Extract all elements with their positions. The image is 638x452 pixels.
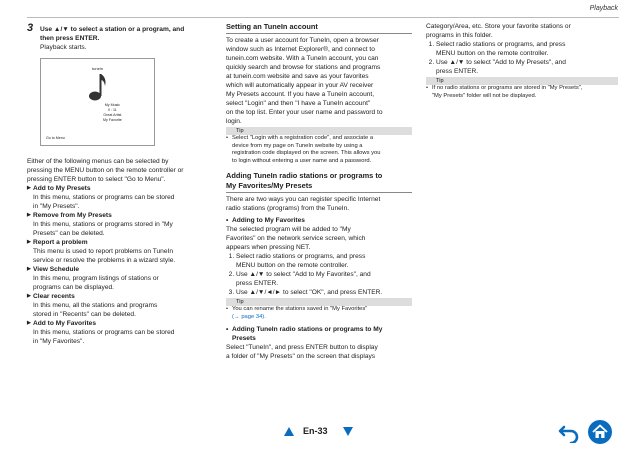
menu-intro: Either of the following menus can be selected by pressing the MENU button on the remote controller or pressing ENTER button to select "Go to Menu". — [27, 158, 184, 183]
subheading-favorites: • Adding to My Favorites — [226, 217, 305, 225]
section-label: Playback — [589, 5, 618, 12]
ways-paragraph: There are two ways you can register specific Internet radio stations (programs) from the TuneIn. — [226, 196, 381, 213]
column-3 — [426, 22, 618, 100]
menu-item-report-problem: ▶ Report a problem This menu is used to report problems on TuneIn service or resolve the problems in a wizard style. — [27, 239, 176, 264]
screen-metadata: My Music 0 : 11 Great Artist My Favorite — [103, 103, 122, 122]
subheading-presets: • Adding TuneIn radio stations or programs to My Presets — [226, 325, 383, 342]
account-paragraph: To create a user account for TuneIn, open a browser window such as Internet Explorer®, and connect to tunein.com website. With a TuneIn account, you can quickly search and browse for stations and programs at tunein.com website and save as your favorites which will automatically appear in your AV receiver My Presets account. If you have a TuneIn account, select "Login" and then "I have a TuneIn account" on the top list. Enter your user name and password to login. — [226, 37, 383, 125]
triangle-icon: ▶ — [27, 293, 31, 299]
heading-rule — [226, 33, 412, 34]
tip-text: • If no radio stations or programs are stored in "My Presets", "My Presets" folder will not be displayed. — [426, 85, 583, 99]
tip-text: • Select "Login with a registration code", and associate a device from my page on TuneIn website by using a registration code displayed on the screen. This allows you to login without entering a user name and a password. — [226, 135, 381, 164]
screen-title: tunein — [92, 66, 103, 71]
list-item: 1. Select radio stations or programs, and press MENU button on the remote controller. — [236, 252, 412, 270]
menu-item-remove-presets: ▶ Remove from My Presets In this menu, stations or programs stored in "My Presets" can be deleted. — [27, 212, 173, 237]
triangle-icon: ▶ — [27, 212, 31, 218]
screen-goto-menu: Go to Menu — [46, 136, 65, 140]
tip-label: Tip — [226, 298, 412, 306]
menu-item-add-favorites: ▶ Add to My Favorites In this menu, stations or programs can be stored in "My Favorites". — [27, 320, 175, 345]
triangle-icon: ▶ — [27, 185, 31, 191]
menu-item-add-presets: ▶ Add to My Presets In this menu, stations or programs can be stored in "My Presets". — [27, 185, 175, 210]
menu-item-view-schedule: ▶ View Schedule In this menu, program listings of stations or programs can be displayed. — [27, 266, 159, 291]
heading-tunein-account: Setting an TuneIn account — [226, 22, 318, 31]
presets-continued: Category/Area, etc. Store your favorite stations or programs in this folder. — [426, 23, 571, 39]
presets-paragraph: Select "TuneIn", and press ENTER button to display a folder of "My Presets" on the screen that displays — [226, 343, 378, 360]
page-number: En-33 — [303, 426, 328, 436]
previous-page-icon[interactable] — [284, 427, 294, 436]
list-item: 3. Use ▲/▼/◄/► to select "OK", and press ENTER. — [236, 288, 412, 297]
list-item: 2. Use ▲/▼ to select "Add to My Favorites", and press ENTER. — [236, 270, 412, 288]
menu-item-clear-recents: ▶ Clear recents In this menu, all the stations and programs stored in "Recents" can be deleted. — [27, 293, 158, 318]
tip-text: • You can rename the stations saved in "My Favorites" (→ page 34). — [226, 306, 412, 321]
back-icon[interactable] — [558, 421, 580, 443]
heading-rule — [226, 192, 412, 193]
presets-steps — [426, 40, 618, 76]
triangle-icon: ▶ — [27, 320, 31, 326]
screen-illustration — [40, 58, 155, 146]
home-icon[interactable] — [588, 420, 612, 444]
triangle-icon: ▶ — [27, 266, 31, 272]
list-item: 1. Select radio stations or programs, and press MENU button on the remote controller. — [436, 40, 618, 58]
step-number: 3 — [27, 22, 34, 34]
footer-nav — [0, 415, 638, 445]
favorites-paragraph: The selected program will be added to "My Favorites" on the network service screen, which appears when pressing NET. — [226, 226, 366, 252]
favorites-steps — [226, 252, 412, 297]
column-1 — [27, 22, 212, 346]
music-note-icon — [87, 72, 109, 102]
triangle-icon: ▶ — [27, 239, 31, 245]
step-subtext: Playback starts. — [40, 44, 87, 51]
step-text-1: Use ▲/▼ to select a station or a program, and — [40, 26, 185, 33]
column-2 — [226, 22, 412, 361]
next-page-icon[interactable] — [343, 427, 353, 436]
heading-adding-stations: Adding TuneIn radio stations or programs to My Favorites/My Presets — [226, 171, 383, 191]
page-link[interactable]: (→ page 34). — [232, 313, 266, 320]
tip-label: Tip — [226, 127, 412, 135]
header-rule — [27, 17, 619, 18]
menu-list — [27, 184, 212, 346]
step-text-2: then press ENTER. — [40, 35, 100, 42]
list-item: 2. Use ▲/▼ to select "Add to My Presets", and press ENTER. — [436, 58, 618, 76]
tip-label: Tip — [426, 77, 618, 85]
